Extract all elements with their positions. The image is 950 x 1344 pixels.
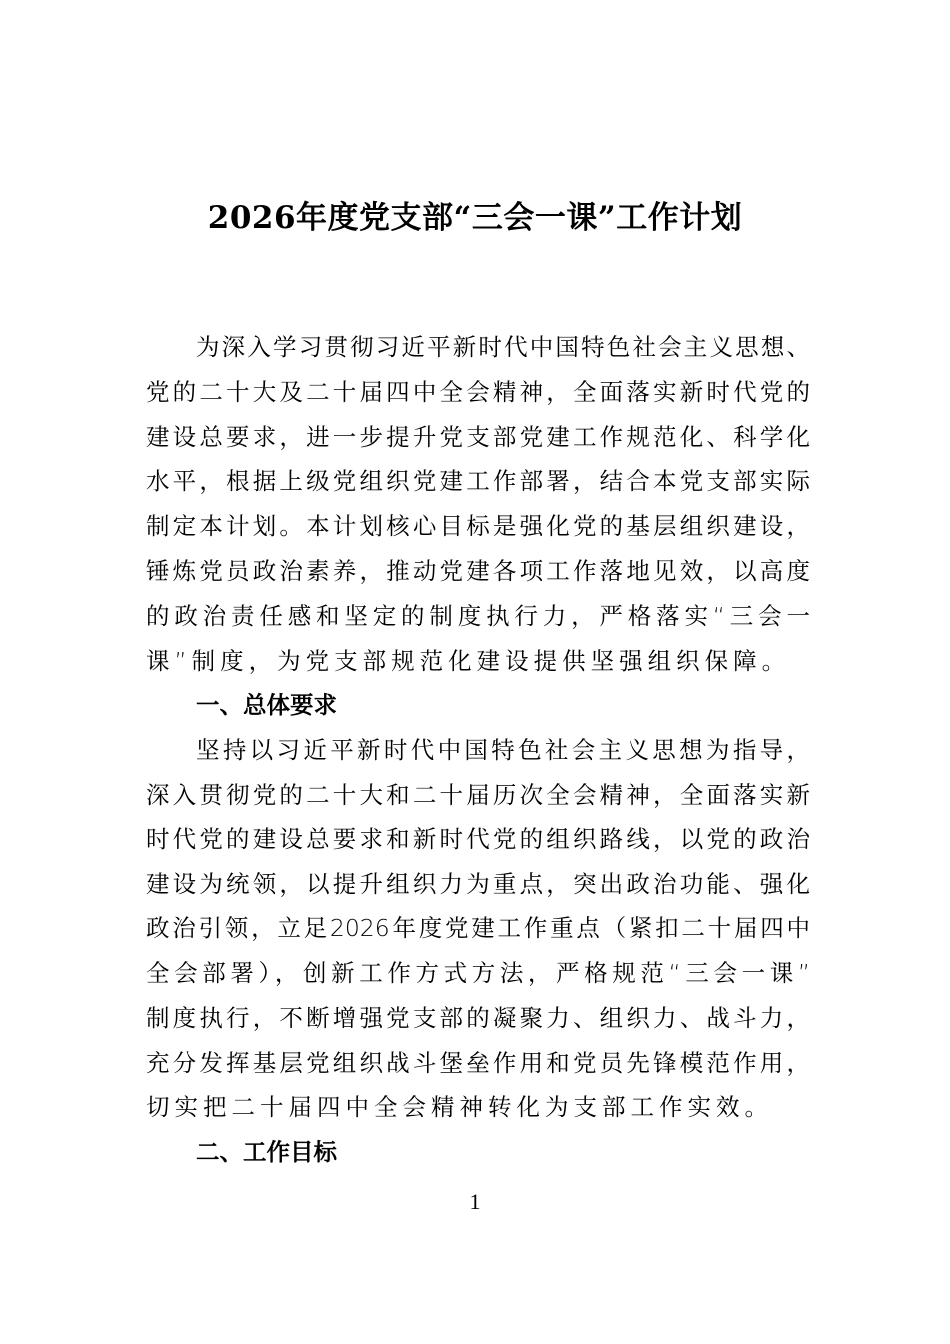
paragraph-line: 党的二十大及二十届四中全会精神，全面落实新时代党的 [146,378,810,406]
paragraph-line: 时代党的建设总要求和新时代党的组织路线，以党的政治 [146,825,810,853]
paragraph-line: 的政治责任感和坚定的制度执行力，严格落实“三会一 [146,602,810,630]
section-heading-work-goals: 二、工作目标 [196,1138,337,1166]
paragraph-line: 建设为统领，以提升组织力为重点，突出政治功能、强化 [146,870,810,898]
paragraph-line: 建设总要求，进一步提升党支部党建工作规范化、科学化 [146,423,810,451]
paragraph-line: 制定本计划。本计划核心目标是强化党的基层组织建设， [146,512,810,540]
paragraph-line: 课”制度，为党支部规范化建设提供坚强组织保障。 [146,647,791,675]
paragraph-line: 坚持以习近平新时代中国特色社会主义思想为指导， [196,736,810,764]
paragraph-line: 锤炼党员政治素养，推动党建各项工作落地见效，以高度 [146,557,810,585]
paragraph-line: 充分发挥基层党组织战斗堡垒作用和党员先锋模范作用， [146,1049,810,1077]
paragraph-line: 切实把二十届四中全会精神转化为支部工作实效。 [146,1093,773,1121]
paragraph-line: 政治引领，立足2026年度党建工作重点（紧扣二十届四中 [146,914,810,942]
page-number: 1 [469,1189,481,1214]
paragraph-line: 全会部署），创新工作方式方法，严格规范“三会一课” [146,959,810,987]
section-heading-general-requirements: 一、总体要求 [196,691,337,719]
paragraph-line: 制度执行，不断增强党支部的凝聚力、组织力、战斗力， [146,1004,810,1032]
paragraph-line: 为深入学习贯彻习近平新时代中国特色社会主义思想、 [196,333,810,361]
document-title: 2026年度党支部“三会一课”工作计划 [207,200,743,236]
paragraph-line: 深入贯彻党的二十大和二十届历次全会精神，全面落实新 [146,781,810,809]
paragraph-line: 水平，根据上级党组织党建工作部署，结合本党支部实际 [146,467,810,495]
